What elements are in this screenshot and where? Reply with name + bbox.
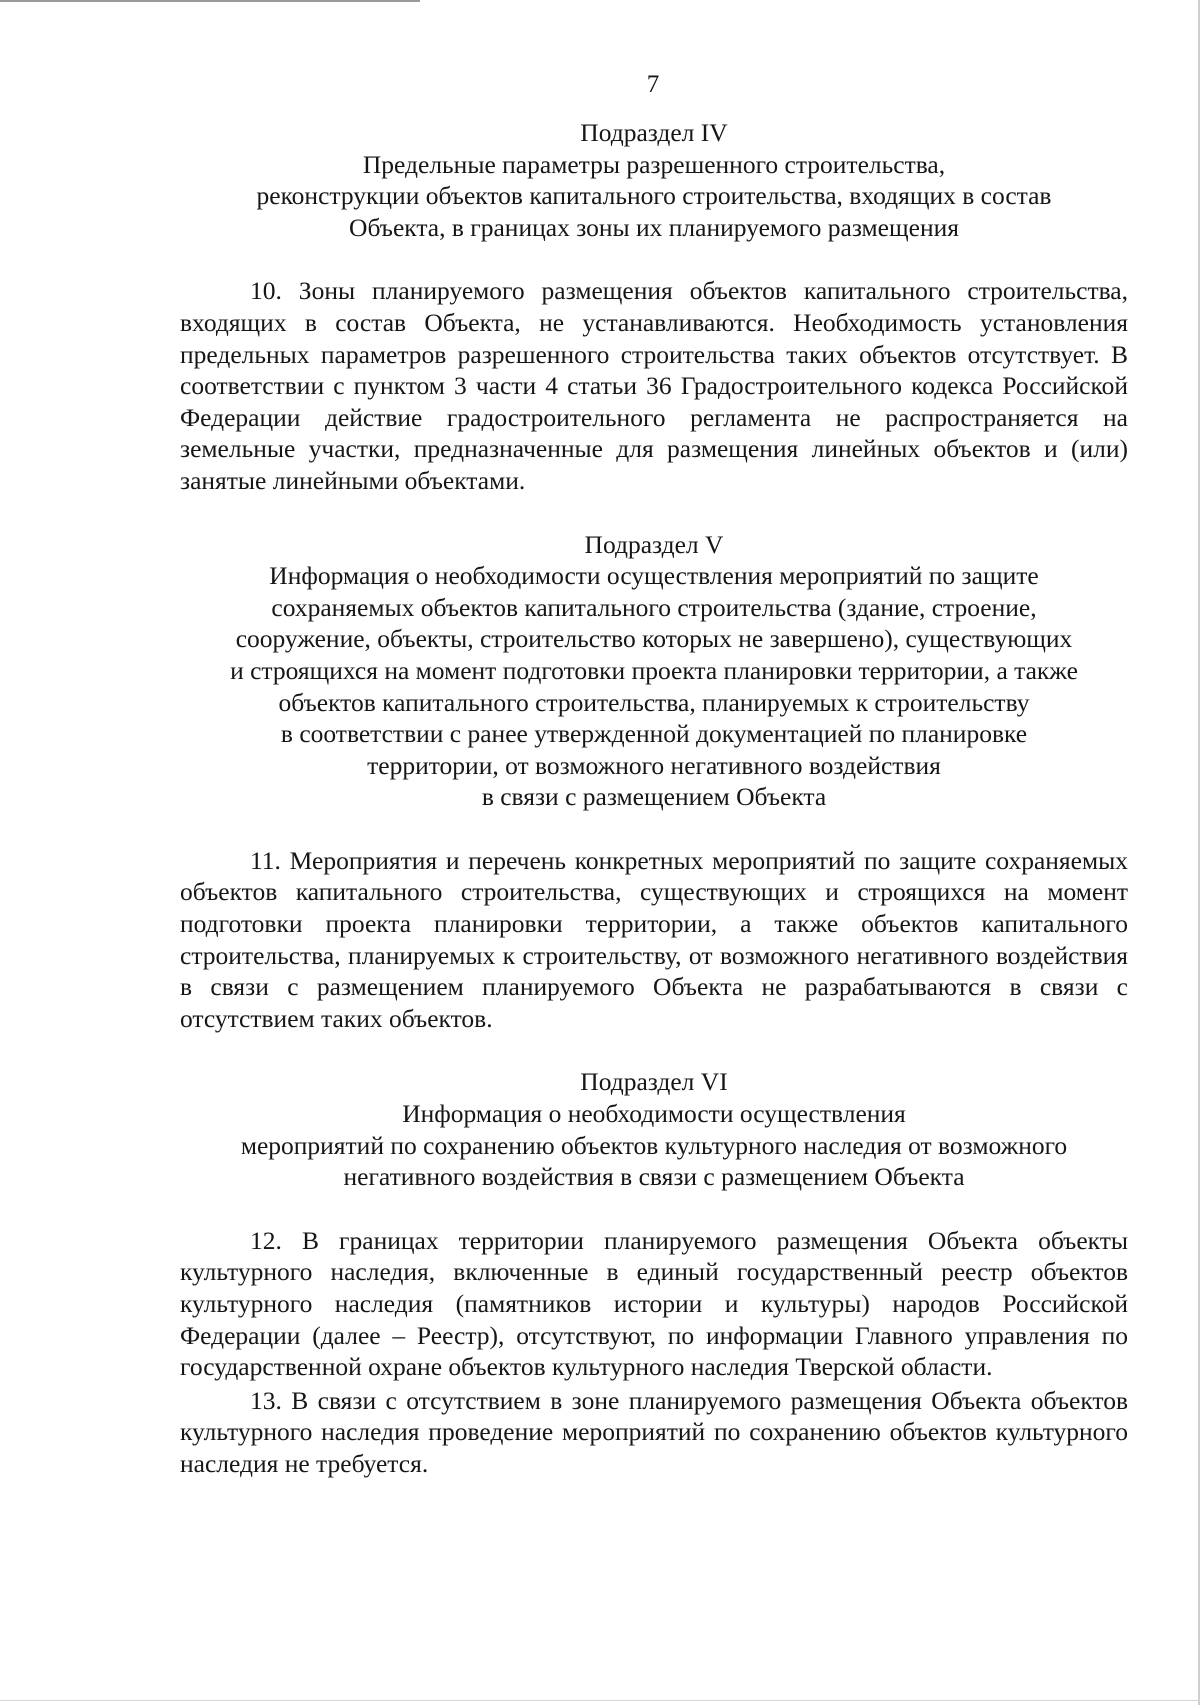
section-title: Подраздел VI: [580, 1067, 728, 1097]
section-heading-line: сохраняемых объектов капитального строительства (здание, строение,: [271, 592, 1037, 622]
paragraph-10: 10. Зоны планируемого размещения объектов капитального строительства, входящих в состав Объекта, не устанавливаются. Необходимость установления предельных параметров разрешенного строительства таких объектов отсутствует. В соответствии с пунктом 3 части 4 статьи 36 Градостроительного кодекса Российской Федерации действие градостроительного регламента не распространяется на земельные участки, предназначенные для размещения линейных объектов и (или) занятые линейными объектами.: [180, 276, 1128, 495]
section-heading-line: Предельные параметры разрешенного строительства,: [362, 149, 946, 179]
scan-edge-bottom: [0, 1700, 1200, 1701]
section-heading-line: и строящихся на момент подготовки проекта планировки территории, а также: [230, 655, 1078, 685]
section-heading-line: объектов капитального строительства, планируемых к строительству: [278, 687, 1030, 717]
section-heading-line: в связи с размещением Объекта: [481, 782, 827, 812]
paragraph-13: 13. В связи с отсутствием в зоне планируемого размещения Объекта объектов культурного наследия проведение мероприятий по сохранению объектов культурного наследия не требуется.: [180, 1385, 1128, 1478]
section-heading-line: реконструкции объектов капитального строительства, входящих в состав: [256, 181, 1052, 211]
paragraph-12: 12. В границах территории планируемого размещения Объекта объекты культурного наследия, включенные в единый государственный реестр объектов культурного наследия (памятников истории и культуры) народов Российской Федерации (далее – Реестр), отсутствуют, по информации Главного управления по государственной охране объектов культурного наследия Тверской области.: [180, 1225, 1128, 1382]
scan-edge-top: [0, 0, 420, 2]
page-number: 7: [646, 71, 660, 98]
section-heading-line: в соответствии с ранее утвержденной документацией по планировке: [280, 719, 1028, 749]
section-title: Подраздел V: [584, 529, 724, 559]
section-vi: [180, 1066, 1128, 1479]
section-iv: [180, 117, 1128, 497]
section-heading-line: территории, от возможного негативного воздействия: [367, 750, 941, 780]
section-heading-line: Информация о необходимости осуществления: [402, 1099, 906, 1129]
section-title: Подраздел IV: [580, 118, 728, 147]
section-heading-line: Информация о необходимости осуществления мероприятий по защите: [269, 561, 1039, 591]
section-heading-line: мероприятий по сохранению объектов культурного наследия от возможного: [240, 1130, 1068, 1160]
section-heading-line: Объекта, в границах зоны их планируемого размещения: [349, 212, 959, 242]
section-heading-line: сооружение, объекты, строительство которых не завершено), существующих: [235, 624, 1073, 654]
paragraph-11: 11. Мероприятия и перечень конкретных мероприятий по защите сохраняемых объектов капитального строительства, существующих и строящихся на момент подготовки проекта планировки территории, а также объектов капитального строительства, планируемых к строительству, от возможного негативного воздействия в связи с размещением планируемого Объекта не разрабатываются в связи с отсутствием таких объектов.: [180, 845, 1128, 1033]
section-heading-line: негативного воздействия в связи с размещением Объекта: [343, 1162, 965, 1192]
document-body: [180, 117, 1128, 1480]
section-v: [180, 529, 1128, 1035]
